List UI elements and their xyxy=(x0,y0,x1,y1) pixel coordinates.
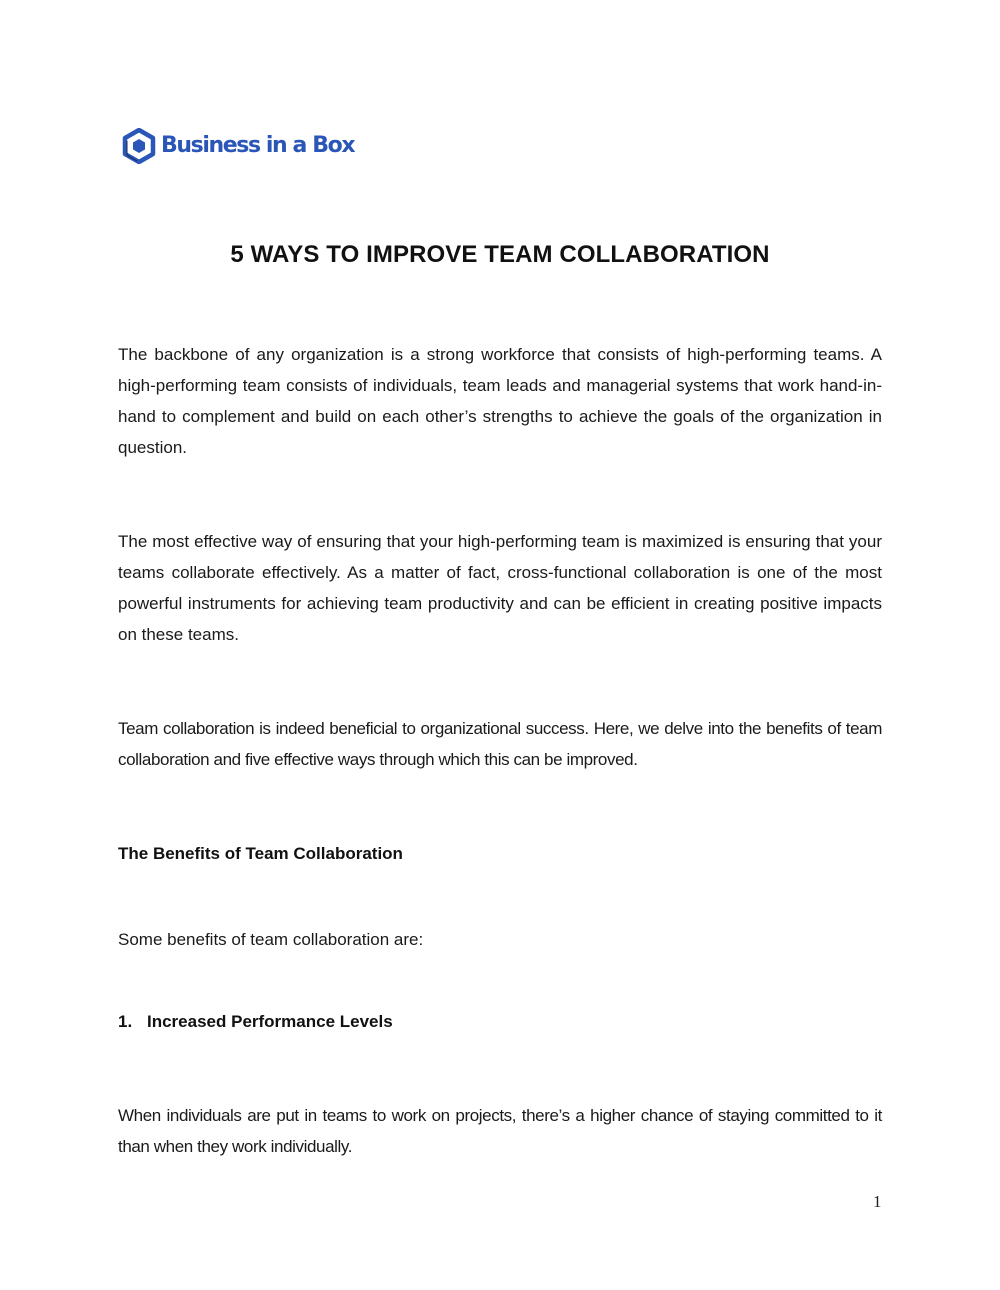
intro-paragraph-2: The most effective way of ensuring that your high-performing team is maximized is ensuring that your teams collaborate effectively. As a matter of fact, cross-functional collaboration is one of the most powerful instruments for achieving team productivity and can be efficient in creating positive impacts on these teams. xyxy=(118,532,882,644)
intro-paragraph-1: The backbone of any organization is a strong workforce that consists of high-performing teams. A high-performing team consists of individuals, team leads and managerial systems that work hand-in-hand to complement and build on each other’s strengths to achieve the goals of the organization in question. xyxy=(118,345,882,457)
page-number: 1 xyxy=(873,1192,882,1211)
document-title: 5 WAYS TO IMPROVE TEAM COLLABORATION xyxy=(230,241,770,268)
section-intro: Some benefits of team collaboration are: xyxy=(118,930,424,949)
list-item-body-1: When individuals are put in teams to work on projects, there’s a higher chance of staying committed to it than when they work individually. xyxy=(118,1106,882,1156)
logo xyxy=(122,127,354,165)
list-item-number: 1. xyxy=(118,1012,133,1031)
hexagon-cube-icon xyxy=(122,128,156,164)
logo-text: Business in a Box xyxy=(161,133,355,158)
intro-paragraph-3: Team collaboration is indeed beneficial to organizational success. Here, we delve into the benefits of team collaboration and five effective ways through which this can be improved. xyxy=(118,719,882,769)
list-item-title: Increased Performance Levels xyxy=(147,1012,393,1031)
section-heading-benefits: The Benefits of Team Collaboration xyxy=(118,844,403,863)
list-item-heading-1 xyxy=(118,1011,393,1033)
